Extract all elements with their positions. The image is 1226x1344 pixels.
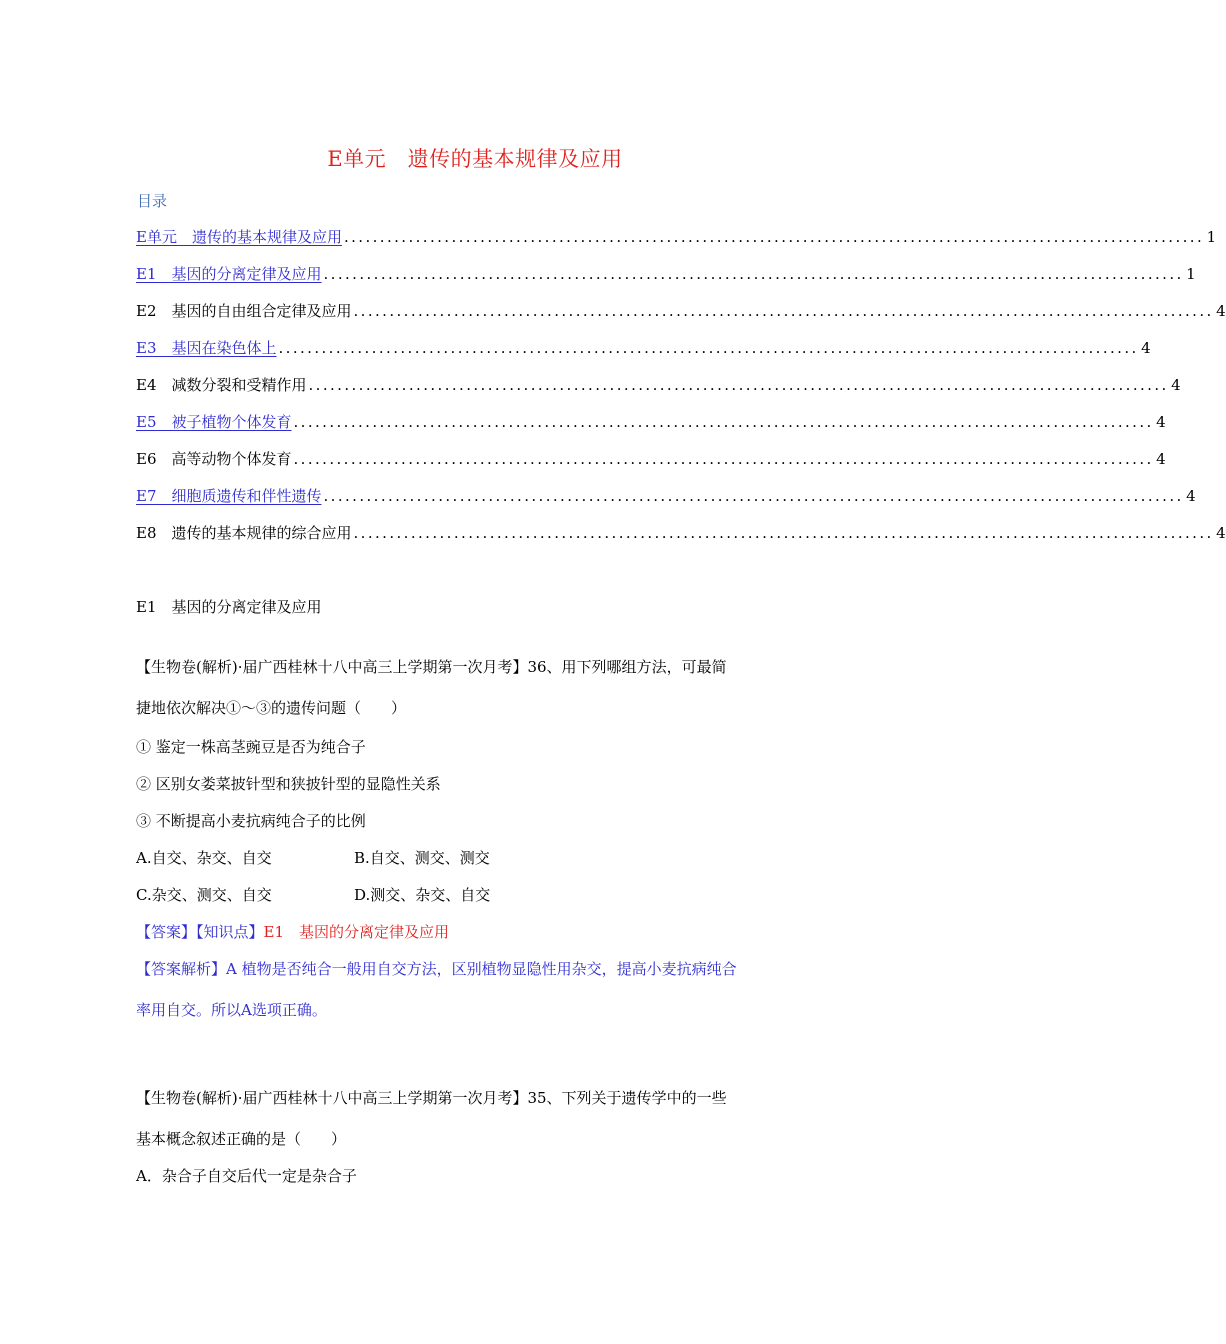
toc-entry-page: 1 bbox=[1206, 228, 1217, 246]
question-36-analysis-line2: 率用自交。所以A选项正确。 bbox=[136, 1001, 327, 1019]
toc-entry-page: 4 bbox=[1141, 339, 1151, 357]
document-title: E单元 遗传的基本规律及应用 bbox=[327, 147, 623, 171]
question-36-line2: 捷地依次解决①～③的遗传问题（ ） bbox=[136, 699, 407, 717]
toc-entry bbox=[136, 522, 1226, 559]
toc-dot-leader: ........................................................................................................................ bbox=[353, 524, 1214, 542]
toc-entry[interactable] bbox=[136, 263, 1196, 300]
question-36-item1: ① 鉴定一株高茎豌豆是否为纯合子 bbox=[136, 738, 366, 756]
toc-entry-title[interactable]: E3 基因在染色体上 bbox=[136, 339, 277, 357]
question-36-option-d: D.测交、杂交、自交 bbox=[354, 886, 491, 904]
toc-entry[interactable] bbox=[136, 485, 1196, 522]
toc-entry bbox=[136, 374, 1181, 411]
toc-entry-title: E8 遗传的基本规律的综合应用 bbox=[136, 524, 352, 542]
toc-entry-title: E2 基因的自由组合定律及应用 bbox=[136, 302, 352, 320]
answer-label: 【答案】【知识点】 bbox=[136, 923, 264, 941]
question-36-option-c: C.杂交、测交、自交 bbox=[136, 886, 272, 904]
toc-dot-leader: ........................................................................................................................ bbox=[343, 228, 1205, 246]
toc-heading: 目录 bbox=[137, 192, 168, 210]
toc-entry-page: 1 bbox=[1186, 265, 1196, 283]
toc-dot-leader: ........................................................................................................................ bbox=[323, 487, 1184, 505]
question-36-line1: 【生物卷(解析)·届广西桂林十八中高三上学期第一次月考】36、用下列哪组方法，可最简 bbox=[136, 658, 727, 676]
toc-dot-leader: ........................................................................................................................ bbox=[353, 302, 1214, 320]
toc-entry-title[interactable]: E单元 遗传的基本规律及应用 bbox=[136, 228, 342, 246]
question-35-option-a: A．杂合子自交后代一定是杂合子 bbox=[136, 1167, 357, 1185]
section-heading: E1 基因的分离定律及应用 bbox=[136, 598, 322, 616]
analysis-text: A 植物是否纯合一般用自交方法，区别植物显隐性用杂交，提高小麦抗病纯合 bbox=[226, 960, 737, 978]
question-36-item2: ② 区别女娄菜披针型和狭披针型的显隐性关系 bbox=[136, 775, 441, 793]
toc-entry bbox=[136, 300, 1226, 337]
toc-dot-leader: ........................................................................................................................ bbox=[308, 376, 1169, 394]
toc-dot-leader: ........................................................................................................................ bbox=[293, 450, 1154, 468]
toc-entry[interactable] bbox=[136, 226, 1217, 263]
toc-entry-page: 4 bbox=[1156, 413, 1166, 431]
toc-entry[interactable] bbox=[136, 337, 1151, 374]
toc-entry-title[interactable]: E1 基因的分离定律及应用 bbox=[136, 265, 322, 283]
toc-entry-page: 4 bbox=[1156, 450, 1166, 468]
question-35-line2: 基本概念叙述正确的是（ ） bbox=[136, 1130, 347, 1148]
toc-entry-page: 4 bbox=[1186, 487, 1196, 505]
toc-entry-page: 4 bbox=[1171, 376, 1181, 394]
toc-entry-title[interactable]: E5 被子植物个体发育 bbox=[136, 413, 292, 431]
question-36-analysis-line1 bbox=[136, 958, 816, 979]
question-36-option-b: B.自交、测交、测交 bbox=[354, 849, 490, 867]
table-of-contents bbox=[136, 226, 1226, 559]
analysis-label: 【答案解析】 bbox=[136, 960, 227, 978]
toc-entry-title: E6 高等动物个体发育 bbox=[136, 450, 292, 468]
question-36-option-a: A.自交、杂交、自交 bbox=[136, 849, 272, 867]
answer-knowledge-point: E1 基因的分离定律及应用 bbox=[263, 923, 450, 941]
toc-entry-page: 4 bbox=[1216, 302, 1226, 320]
toc-entry-page: 4 bbox=[1216, 524, 1226, 542]
question-36-item3: ③ 不断提高小麦抗病纯合子的比例 bbox=[136, 812, 366, 830]
toc-entry[interactable] bbox=[136, 411, 1166, 448]
toc-entry-title[interactable]: E7 细胞质遗传和伴性遗传 bbox=[136, 487, 322, 505]
toc-entry-title: E4 减数分裂和受精作用 bbox=[136, 376, 307, 394]
question-36-answer bbox=[136, 921, 816, 942]
question-35-line1: 【生物卷(解析)·届广西桂林十八中高三上学期第一次月考】35、下列关于遗传学中的一些 bbox=[136, 1089, 727, 1107]
toc-dot-leader: ........................................................................................................................ bbox=[323, 265, 1184, 283]
toc-dot-leader: ........................................................................................................................ bbox=[293, 413, 1154, 431]
toc-dot-leader: ........................................................................................................................ bbox=[278, 339, 1139, 357]
toc-entry bbox=[136, 448, 1166, 485]
